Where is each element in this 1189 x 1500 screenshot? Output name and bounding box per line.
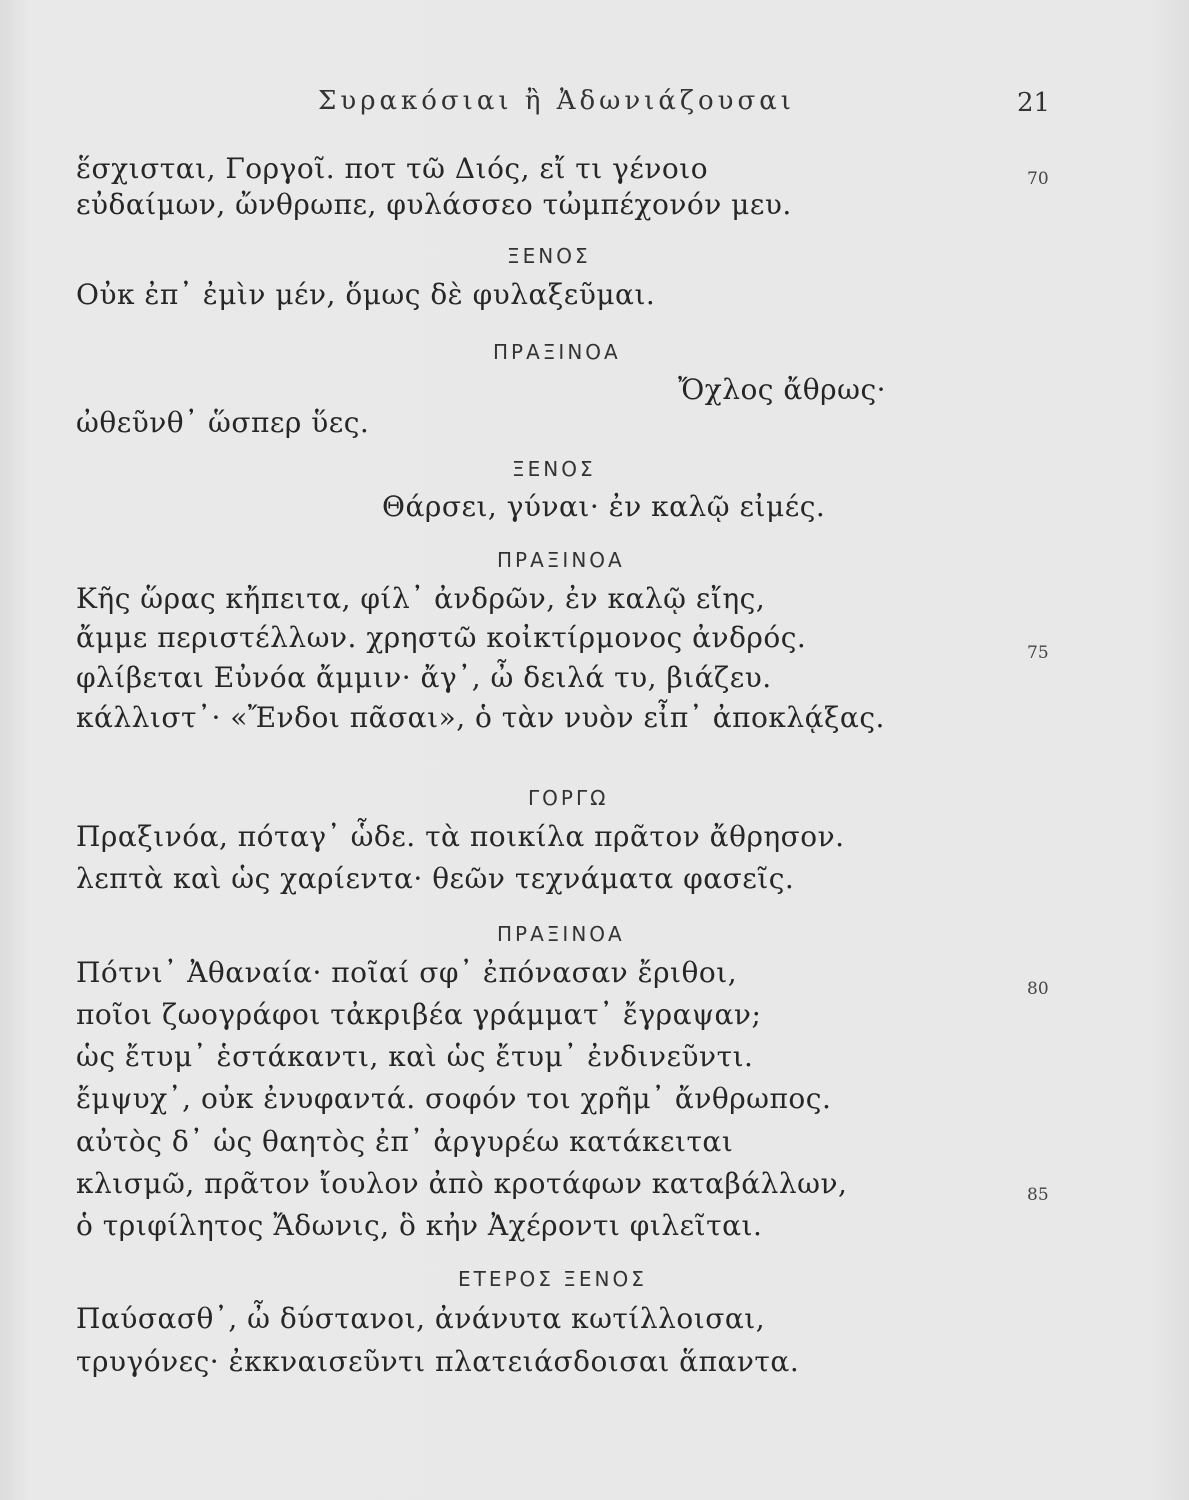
verse-line: φλίβεται Εὐνόα ἄμμιν· ἄγ᾽, ὦ δειλά τυ, βιάζευ. — [76, 661, 772, 694]
speaker-label: ΞΕΝΟΣ — [512, 457, 596, 481]
verse-line: ἕσχισται, Γοργοῖ. ποτ τῶ Διός, εἴ τι γένοιο — [76, 152, 709, 185]
verse-line: ὠθεῦνθ᾽ ὥσπερ ὕες. — [76, 406, 370, 439]
page-number: 21 — [1017, 88, 1051, 118]
speaker-label: ΠΡΑΞΙΝΟΑ — [497, 548, 625, 572]
speaker-label: ΠΡΑΞΙΝΟΑ — [497, 922, 625, 946]
verse-line: Ὄχλος ἄθρως· — [678, 373, 887, 406]
verse-line: λεπτὰ καὶ ὡς χαρίεντα· θεῶν τεχνάματα φασεῖς. — [76, 862, 795, 895]
speaker-label: ΠΡΑΞΙΝΟΑ — [493, 340, 621, 364]
speaker-label: ΕΤΕΡΟΣ ΞΕΝΟΣ — [458, 1267, 647, 1291]
verse-line: κάλλιστ᾽· «Ἔνδοι πᾶσαι», ὁ τὰν νυὸν εἶπ᾽ ἀποκλᾴξας. — [76, 701, 885, 734]
verse-line: τρυγόνες· ἐκκναισεῦντι πλατειάσδοισαι ἅπαντα. — [76, 1345, 800, 1378]
verse-line: Οὐκ ἐπ᾽ ἐμὶν μέν, ὅμως δὲ φυλαξεῦμαι. — [76, 278, 656, 311]
verse-line: Πραξινόα, πόταγ᾽ ὧδε. τὰ ποικίλα πρᾶτον ἄθρησον. — [76, 820, 845, 853]
running-title: Συρακόσιαι ἢ Ἀδωνιάζουσαι — [318, 86, 795, 116]
speaker-label: ΞΕΝΟΣ — [507, 244, 591, 268]
verse-line: ποῖοι ζωογράφοι τἀκριβέα γράμματ᾽ ἔγραψαν; — [76, 998, 762, 1031]
verse-line: ἄμμε περιστέλλων. χρηστῶ κοἰκτίρμονος ἀνδρός. — [76, 621, 807, 654]
line-number: 80 — [1027, 979, 1049, 999]
verse-line: αὐτὸς δ᾽ ὡς θαητὸς ἐπ᾽ ἀργυρέω κατάκειται — [76, 1125, 734, 1158]
verse-line: Κῆς ὥρας κἤπειτα, φίλ᾽ ἀνδρῶν, ἐν καλῷ εἴης, — [76, 582, 766, 615]
verse-line: εὐδαίμων, ὤνθρωπε, φυλάσσεο τὠμπέχονόν μευ. — [76, 188, 792, 221]
verse-line: ἔμψυχ᾽, οὐκ ἐνυφαντά. σοφόν τοι χρῆμ᾽ ἄνθρωπος. — [76, 1082, 832, 1115]
verse-line: Παύσασθ᾽, ὦ δύστανοι, ἀνάνυτα κωτίλλοισαι, — [76, 1302, 766, 1335]
line-number: 75 — [1027, 643, 1049, 663]
line-number: 70 — [1027, 169, 1049, 189]
running-header — [0, 86, 1189, 126]
verse-line: κλισμῶ, πρᾶτον ἴουλον ἀπὸ κροτάφων καταβάλλων, — [76, 1167, 848, 1200]
verse-line: ὡς ἔτυμ᾽ ἑστάκαντι, καὶ ὡς ἔτυμ᾽ ἐνδινεῦντι. — [76, 1040, 754, 1073]
verse-line: Θάρσει, γύναι· ἐν καλῷ εἰμές. — [382, 490, 826, 523]
line-number: 85 — [1027, 1185, 1049, 1205]
verse-line: ὁ τριφίλητος Ἄδωνις, ὃ κἠν Ἀχέροντι φιλεῖται. — [76, 1209, 763, 1242]
speaker-label: ΓΟΡΓΩ — [528, 786, 609, 810]
verse-line: Πότνι᾽ Ἀθαναία· ποῖαί σφ᾽ ἐπόνασαν ἔριθοι, — [76, 956, 738, 989]
